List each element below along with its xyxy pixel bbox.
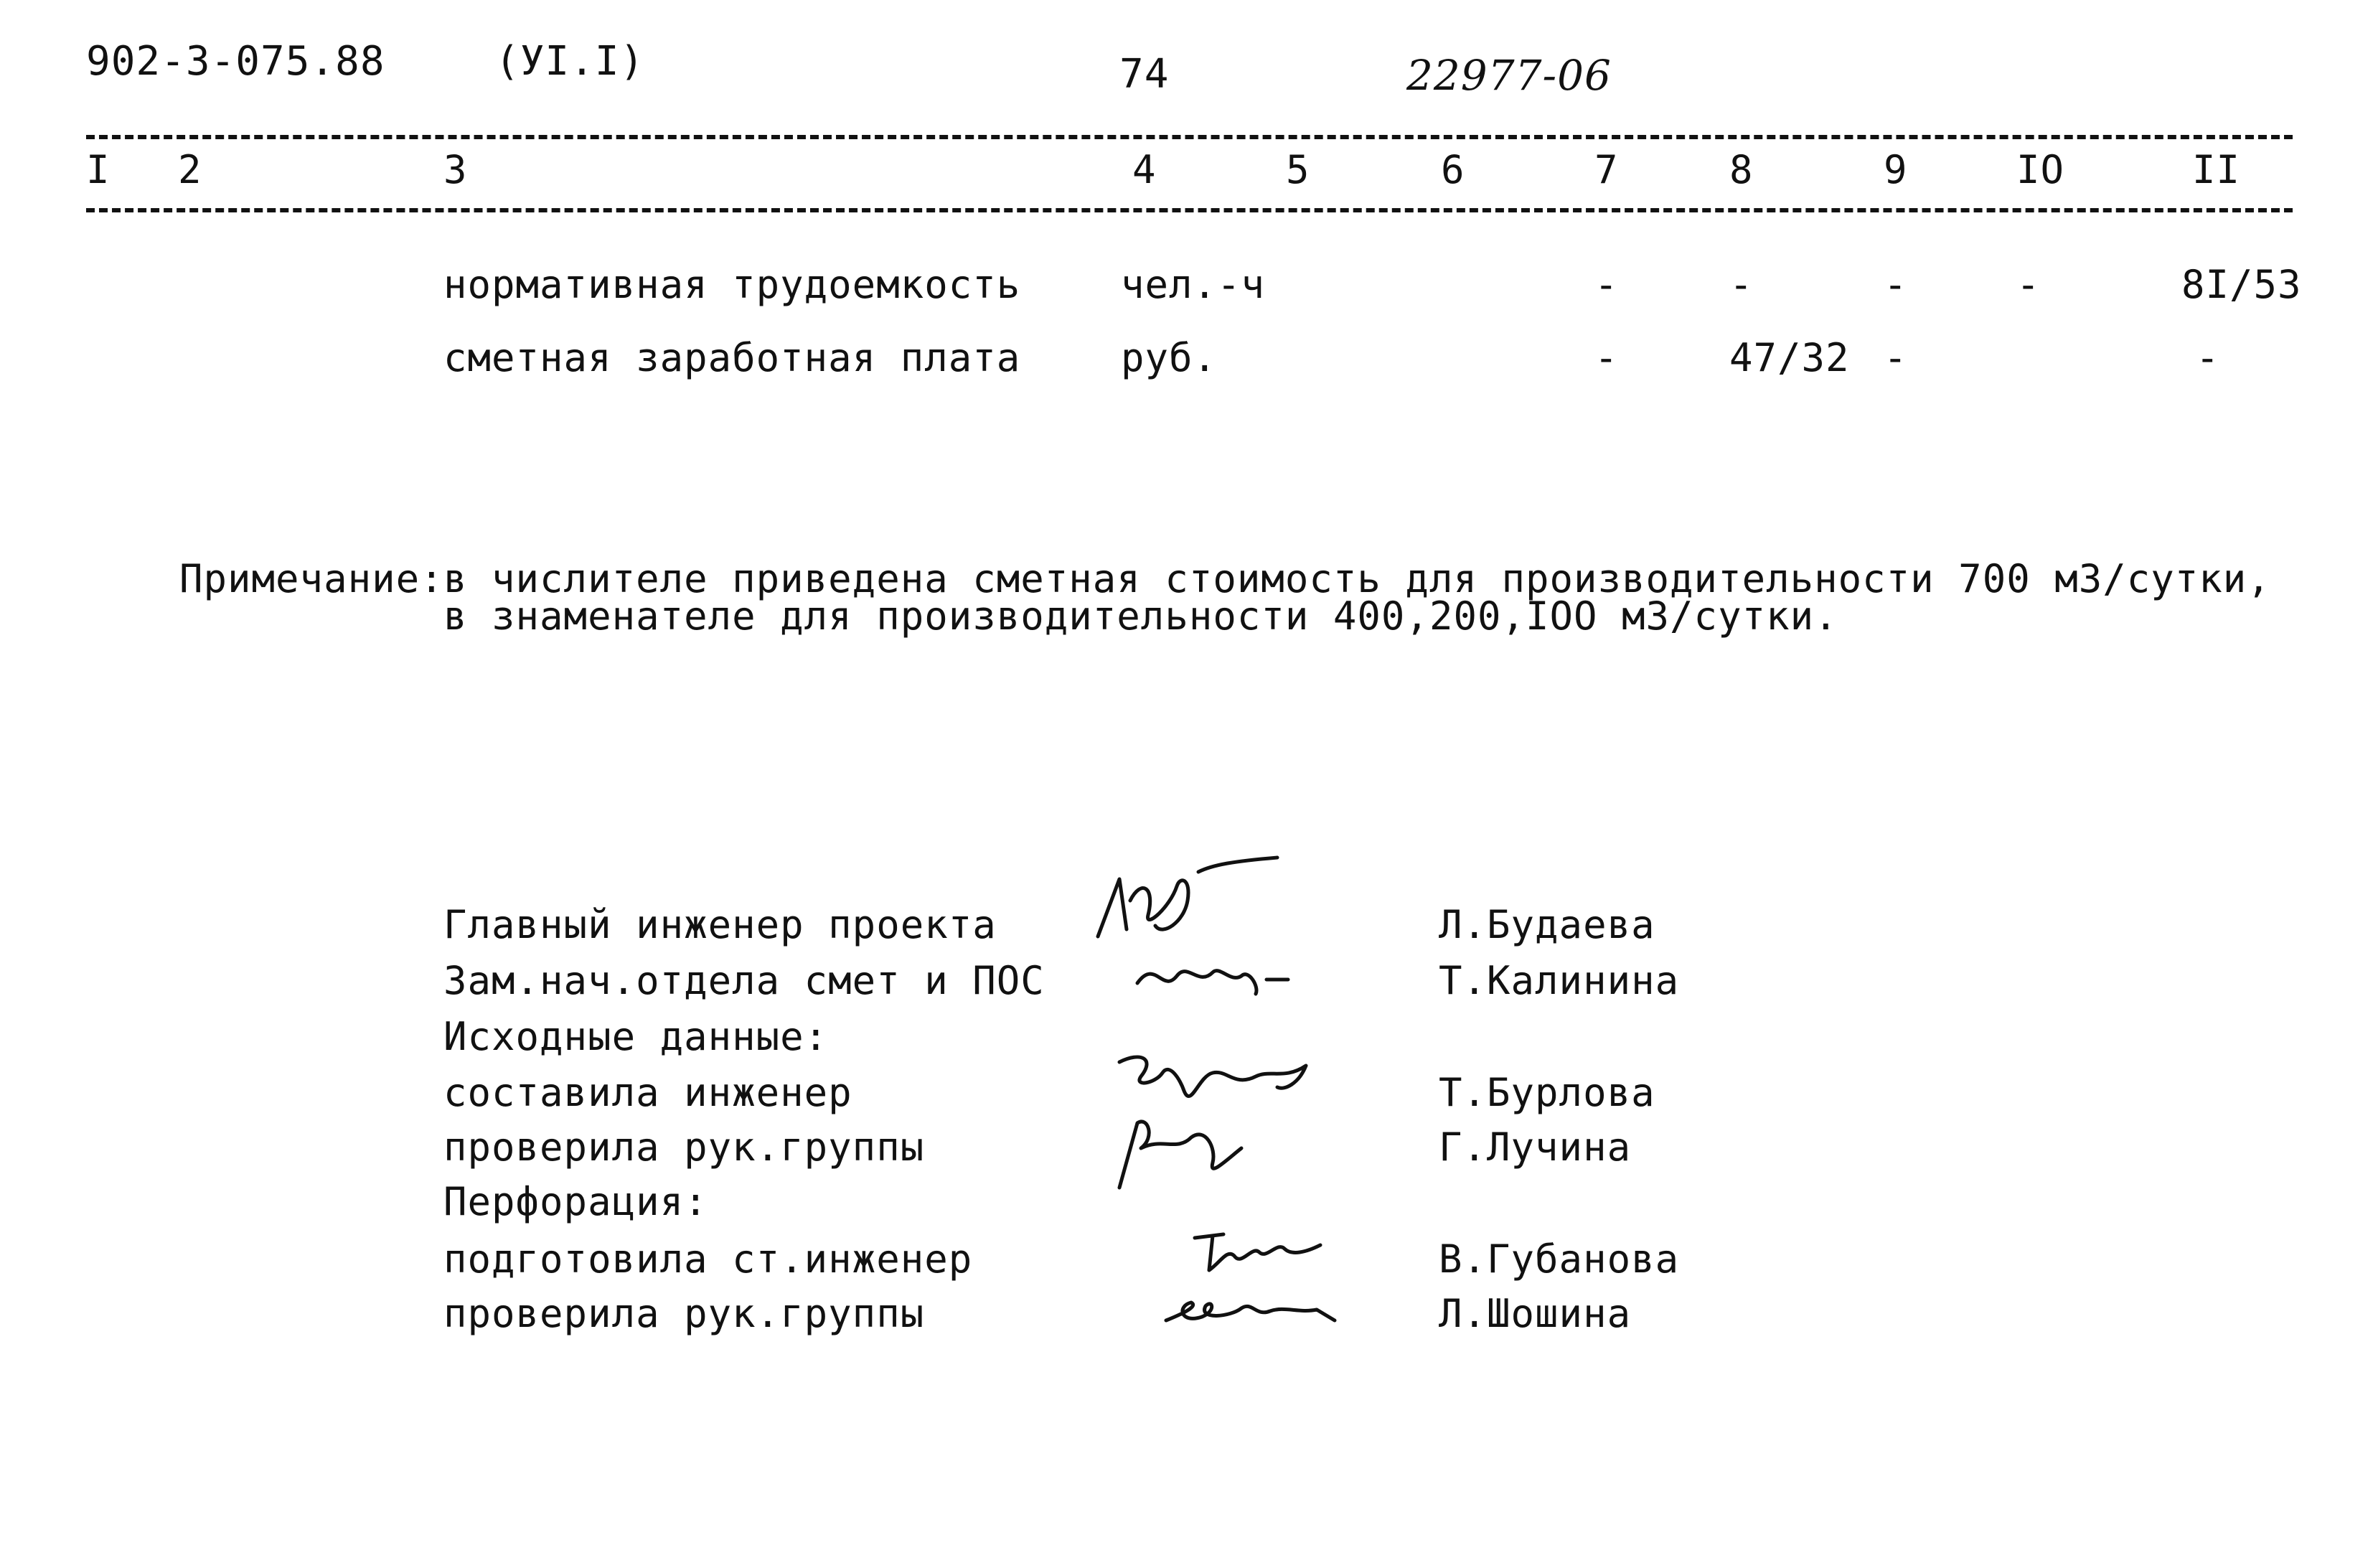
row-name: сметная заработная плата <box>443 335 1021 380</box>
handwritten-signature <box>1162 1281 1363 1341</box>
note-line: в знаменателе для производительности 400,200,IOO м3/сутки. <box>443 593 1838 639</box>
table-top-rule <box>86 135 2293 139</box>
column-header: 7 <box>1594 147 1619 192</box>
row-unit: руб. <box>1121 335 1218 380</box>
signer-name: Т.Калинина <box>1439 958 1680 1003</box>
column-header: 4 <box>1132 147 1157 192</box>
cell-col8: - <box>1729 262 1754 307</box>
signer-role: проверила рук.группы <box>443 1291 925 1336</box>
handwritten-signature <box>1134 944 1306 1004</box>
handwritten-signature <box>1091 858 1292 947</box>
column-header: 3 <box>443 147 468 192</box>
column-header: 8 <box>1729 147 1754 192</box>
signer-role: составила инженер <box>443 1070 852 1115</box>
signer-name: Т.Бурлова <box>1439 1070 1655 1115</box>
section-code: (УI.I) <box>495 38 645 85</box>
cell-col9: - <box>1884 335 1908 380</box>
column-header: I <box>86 147 111 192</box>
signer-name: Л.Шошина <box>1439 1291 1632 1336</box>
page-number: 74 <box>1119 51 1170 98</box>
handwritten-signature <box>1191 1227 1335 1280</box>
signer-name: Л.Будаева <box>1439 902 1655 947</box>
cell-col7: - <box>1594 335 1619 380</box>
note-label: Примечание: <box>179 556 444 601</box>
signer-name: Г.Лучина <box>1439 1125 1632 1170</box>
row-name: нормативная трудоемкость <box>443 262 1021 307</box>
cell-col11: 8I/53 <box>2181 262 2302 307</box>
signer-role: Зам.нач.отдела смет и ПОС <box>443 958 1045 1003</box>
signer-role: подготовила ст.инженер <box>443 1236 973 1282</box>
column-header: 2 <box>178 147 202 192</box>
cell-col8: 47/32 <box>1729 335 1850 380</box>
table-header-rule <box>86 208 2293 212</box>
section-label: Исходные данные: <box>443 1014 829 1059</box>
column-header: 6 <box>1441 147 1465 192</box>
cell-col11: - <box>2196 335 2220 380</box>
cell-col10: - <box>2016 262 2041 307</box>
column-header: 5 <box>1286 147 1310 192</box>
cell-col7: - <box>1594 262 1619 307</box>
column-header: 9 <box>1884 147 1908 192</box>
signer-role: проверила рук.группы <box>443 1125 925 1170</box>
row-unit: чел.-ч <box>1121 262 1266 307</box>
section-label: Перфорация: <box>443 1179 708 1224</box>
signer-name: В.Губанова <box>1439 1236 1680 1282</box>
handwritten-signature <box>1098 1109 1270 1198</box>
column-header: IO <box>2016 147 2065 192</box>
document-code: 902-3-075.88 <box>86 38 385 85</box>
cell-col9: - <box>1884 262 1908 307</box>
signer-role: Главный инженер проекта <box>443 902 997 947</box>
note-line: в числителе приведена сметная стоимость для производительности 700 м3/сутки, <box>443 556 2271 601</box>
handwritten-doc-number: 22977-06 <box>1406 51 1612 100</box>
column-header: II <box>2192 147 2241 192</box>
